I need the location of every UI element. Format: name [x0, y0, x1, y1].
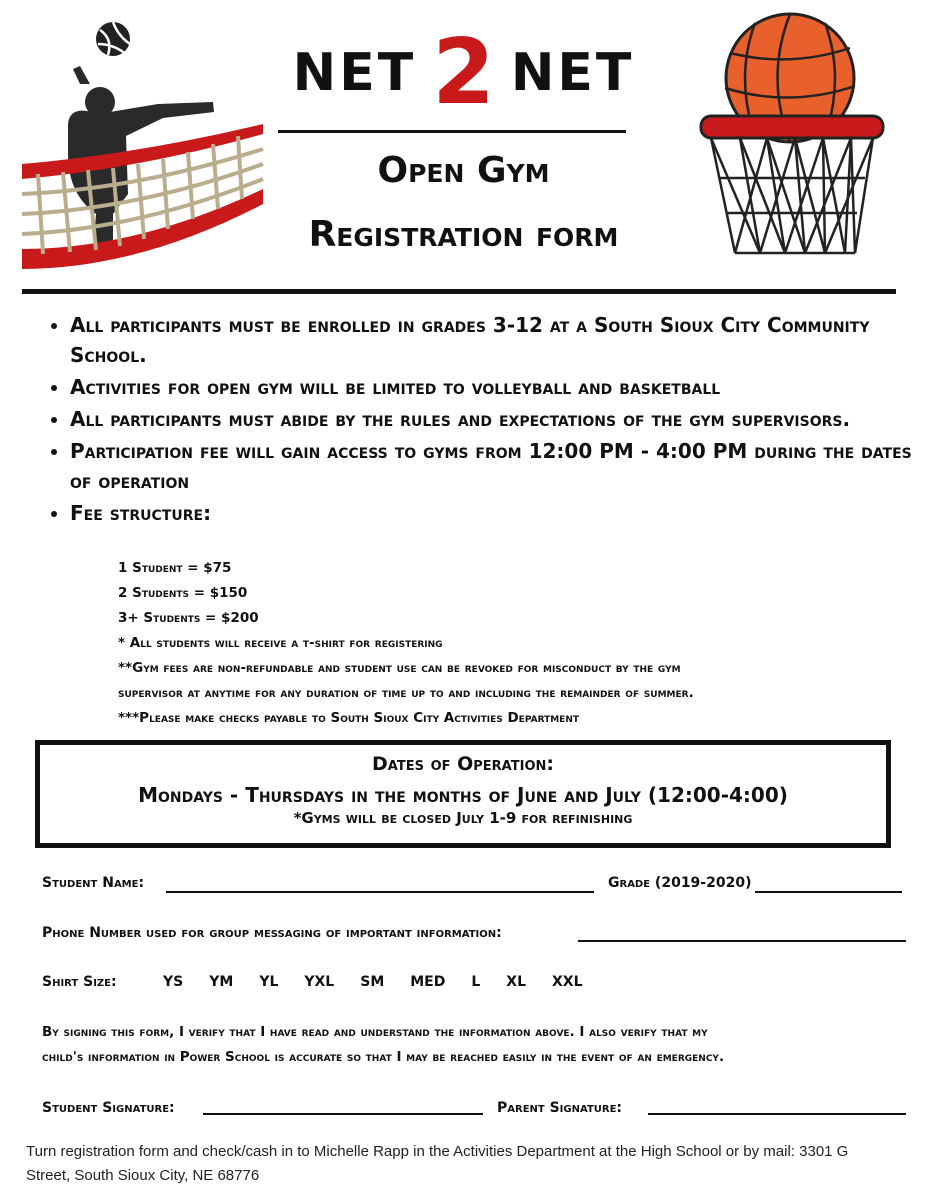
list-item: • Activities for open gym will be limited to volleyball and basketball — [70, 372, 920, 402]
footer-line: Turn registration form and check/cash in to Michelle Rapp in the Activities Department at the High School or by mail: 3301 G — [26, 1143, 849, 1160]
dates-box — [35, 740, 891, 848]
fee-line: 2 Students = $150 — [118, 585, 248, 601]
student-signature-label: Student Signature: — [42, 1100, 175, 1116]
verify-line: child's information in Power School is accurate so that I may be reached easily in the event of an emergency. — [42, 1049, 725, 1065]
shirt-size-option[interactable]: YXL — [304, 974, 335, 990]
shirt-size-option[interactable]: YS — [163, 974, 184, 990]
footer-line: Street, South Sioux City, NE 68776 — [26, 1167, 260, 1184]
shirt-size-option[interactable]: XXL — [552, 974, 583, 990]
fee-note: supervisor at anytime for any duration of time up to and including the remainder of summer. — [118, 685, 694, 701]
student-signature-field[interactable] — [203, 1113, 483, 1115]
grade-field[interactable] — [755, 891, 902, 893]
fee-note: **Gym fees are non-refundable and student use can be revoked for misconduct by the gym — [118, 660, 681, 676]
phone-field[interactable] — [578, 940, 906, 942]
grade-label: Grade (2019-2020) — [608, 875, 752, 891]
list-item: • All participants must be enrolled in grades 3-12 at a South Sioux City Community School. — [70, 310, 920, 370]
title-right: NET — [510, 43, 635, 103]
list-item: • All participants must abide by the rules and expectations of the gym supervisors. — [70, 404, 920, 434]
shirt-size-option[interactable]: L — [471, 974, 481, 990]
verification-statement — [42, 1020, 912, 1070]
shirt-size-option[interactable]: XL — [506, 974, 527, 990]
dates-heading: Dates of Operation: — [372, 753, 554, 775]
fee-note: ***Please make checks payable to South Sioux City Activities Department — [118, 710, 580, 726]
parent-signature-field[interactable] — [648, 1113, 906, 1115]
dates-line: Mondays - Thursdays in the months of June and July (12:00-4:00) — [138, 783, 788, 807]
subtitle-open-gym: Open Gym — [377, 150, 550, 191]
student-name-field[interactable] — [166, 891, 594, 893]
shirt-size-options — [163, 974, 609, 990]
header-divider — [22, 289, 896, 294]
title-divider — [278, 130, 626, 133]
parent-signature-label: Parent Signature: — [497, 1100, 623, 1116]
fee-line: 3+ Students = $200 — [118, 610, 259, 626]
list-item: • Fee structure: — [70, 498, 920, 528]
basketball-hoop-icon — [695, 8, 890, 258]
fee-line: 1 Student = $75 — [118, 560, 232, 576]
phone-label: Phone Number used for group messaging of important information: — [42, 925, 502, 941]
shirt-size-label: Shirt Size: — [42, 974, 117, 990]
shirt-size-option[interactable]: MED — [410, 974, 446, 990]
rules-list — [44, 310, 920, 530]
title-number: 2 — [432, 20, 495, 125]
shirt-size-option[interactable]: SM — [360, 974, 385, 990]
fee-structure — [118, 556, 908, 731]
shirt-size-option[interactable]: YM — [209, 974, 234, 990]
footer-instructions — [26, 1140, 906, 1188]
student-name-label: Student Name: — [42, 875, 145, 891]
title-left: NET — [292, 43, 417, 103]
fee-note: * All students will receive a t-shirt for registering — [118, 635, 443, 651]
subtitle-registration: Registration form — [308, 214, 619, 255]
shirt-size-option[interactable]: YL — [259, 974, 279, 990]
dates-note: *Gyms will be closed July 1-9 for refinishing — [293, 809, 633, 827]
verify-line: By signing this form, I verify that I have read and understand the information above. I also verify that my — [42, 1024, 708, 1040]
list-item: • Participation fee will gain access to gyms from 12:00 PM - 4:00 PM during the dates of operation — [70, 436, 920, 496]
